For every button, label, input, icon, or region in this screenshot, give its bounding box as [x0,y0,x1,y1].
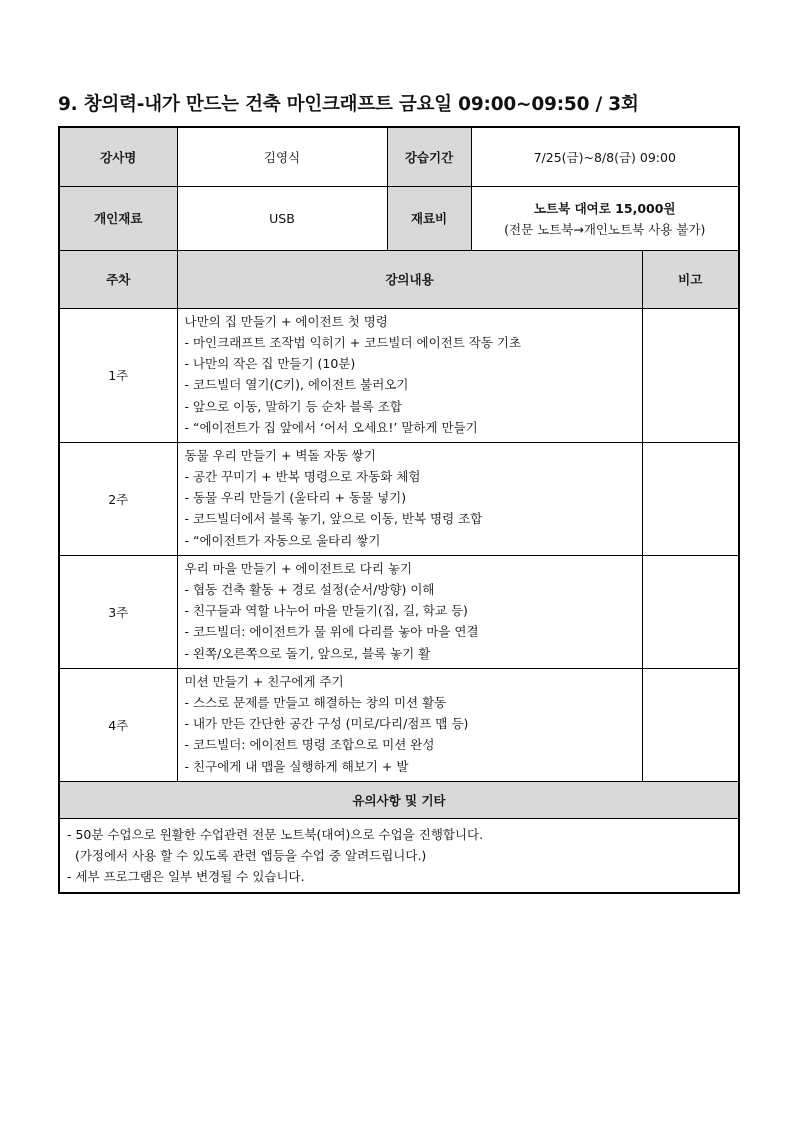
period-label: 강습기간 [387,127,471,186]
week-label: 4주 [59,668,177,781]
note-header: 비고 [642,250,739,308]
week-row [59,308,739,442]
period-value: 7/25(금)~8/8(금) 09:00 [471,127,739,186]
content-line: - “에이전트가 자동으로 울타리 쌓기 [184,532,381,548]
notes-content [59,818,739,893]
content-line: - 코드빌더: 에이전트가 물 위에 다리를 놓아 마을 연결 [184,624,479,640]
week-content [177,308,642,442]
content-line: 우리 마을 만들기 + 에이전트로 다리 놓기 [184,560,413,576]
content-line: 미션 만들기 + 친구에게 주기 [184,673,344,689]
instructor-value: 김영식 [177,127,387,186]
page-title: 9. 창의력-내가 만드는 건축 마인크래프트 금요일 09:00~09:50 / 3회 [58,94,639,115]
week-content [177,442,642,555]
content-line: - 코드빌더에서 블록 놓기, 앞으로 이동, 반복 명령 조합 [184,511,483,527]
schedule-header-row [59,250,739,308]
content-line: - 동물 우리 만들기 (울타리 + 동물 넣기) [184,490,407,506]
notes-line: - 50분 수업으로 원활한 수업관련 전문 노트북(대여)으로 수업을 진행합니다. [67,826,484,842]
fee-amount: 노트북 대여로 15,000원 [534,200,676,216]
content-line: - 코드빌더: 에이전트 명령 조합으로 미션 완성 [184,737,435,753]
week-row [59,668,739,781]
week-label: 2주 [59,442,177,555]
content-line: - 공간 꾸미기 + 반복 명령으로 자동화 체험 [184,468,421,484]
week-label: 1주 [59,308,177,442]
week-content [177,668,642,781]
content-line: - 마인크래프트 조작법 익히기 + 코드빌더 에이전트 작동 기초 [184,334,522,350]
week-note [642,442,739,555]
content-line: - “에이전트가 집 앞에서 ‘어서 오세요!’ 말하게 만들기 [184,419,478,435]
content-line: - 나만의 작은 집 만들기 (10분) [184,356,356,372]
week-note [642,308,739,442]
content-line: - 친구들과 역할 나누어 마을 만들기(집, 길, 학교 등) [184,603,468,619]
instructor-label: 강사명 [59,127,177,186]
notes-title: 유의사항 및 기타 [59,781,739,818]
week-content [177,555,642,668]
materials-value: USB [177,186,387,250]
week-note [642,555,739,668]
notes-header-row [59,781,739,818]
course-table [58,126,740,894]
content-line: - 앞으로 이동, 말하기 등 순차 블록 조합 [184,398,402,414]
fee-value [471,186,739,250]
week-row [59,442,739,555]
content-line: - 친구에게 내 맵을 실행하게 해보기 + 발 [184,758,409,774]
instructor-row [59,127,739,186]
week-row [59,555,739,668]
materials-label: 개인재료 [59,186,177,250]
content-header: 강의내용 [177,250,642,308]
week-note [642,668,739,781]
content-line: - 왼쪽/오른쪽으로 돌기, 앞으로, 블록 놓기 활 [184,645,431,661]
week-label: 3주 [59,555,177,668]
notes-line: (가정에서 사용 할 수 있도록 관련 앱등을 수업 중 알려드립니다.) [67,847,427,863]
fee-label: 재료비 [387,186,471,250]
content-line: - 스스로 문제를 만들고 해결하는 창의 미션 활동 [184,694,447,710]
week-header: 주차 [59,250,177,308]
notes-line: - 세부 프로그램은 일부 변경될 수 있습니다. [67,869,305,885]
content-line: 나만의 집 만들기 + 에이전트 첫 명령 [184,313,388,329]
content-line: - 협동 건축 활동 + 경로 설정(순서/방향) 이해 [184,581,435,597]
content-line: - 내가 만든 간단한 공간 구성 (미로/다리/점프 맵 등) [184,716,469,732]
content-line: 동물 우리 만들기 + 벽돌 자동 쌓기 [184,447,376,463]
fee-note: (전문 노트북→개인노트북 사용 불가) [504,221,706,237]
notes-row [59,818,739,893]
materials-row [59,186,739,250]
content-line: - 코드빌더 열기(C키), 에이전트 불러오기 [184,377,409,393]
